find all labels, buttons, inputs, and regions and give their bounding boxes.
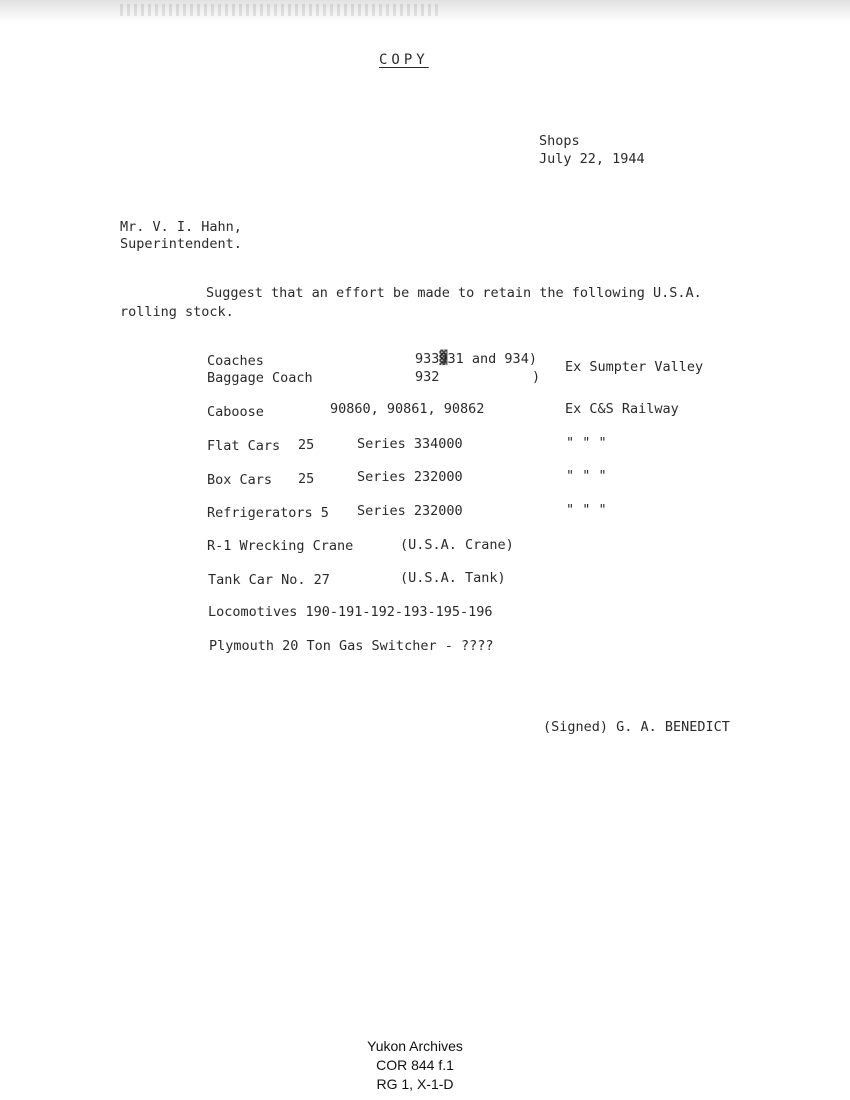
- intro-line-2: rolling stock.: [120, 304, 234, 320]
- addressee-title: Superintendent.: [120, 236, 242, 252]
- coaches-label: Coaches: [207, 353, 264, 369]
- locomotives-line: Locomotives 190-191-192-193-195-196: [208, 604, 493, 620]
- struck-number: 931 ▓: [439, 351, 463, 367]
- tank-label: Tank Car No. 27: [208, 572, 330, 588]
- box-series: Series 232000: [357, 469, 463, 485]
- letter-date: July 22, 1944: [539, 151, 645, 167]
- scan-smudge: [120, 4, 440, 16]
- wrecking-label: R-1 Wrecking Crane: [207, 538, 354, 554]
- flat-ditto: " " ": [566, 435, 607, 451]
- box-label: Box Cars: [207, 472, 273, 488]
- baggage-label: Baggage Coach: [207, 370, 313, 386]
- box-qty: 25: [298, 471, 315, 487]
- archive-record-group: RG 1, X-1-D: [376, 1076, 454, 1092]
- caboose-numbers: 90860, 90861, 90862: [330, 401, 485, 417]
- flat-series: Series 334000: [357, 436, 463, 452]
- copy-heading: COPY: [379, 52, 429, 68]
- flat-label: Flat Cars: [207, 438, 281, 454]
- sumpter-source: Ex Sumpter Valley: [565, 359, 704, 375]
- coaches-rest: and 934): [471, 351, 537, 367]
- archive-reference: COR 844 f.1: [376, 1057, 454, 1073]
- signature-line: (Signed) G. A. BENEDICT: [543, 719, 730, 735]
- wrecking-note: (U.S.A. Crane): [400, 537, 514, 553]
- tank-note: (U.S.A. Tank): [400, 570, 506, 586]
- baggage-bracket: ): [532, 369, 541, 385]
- archive-name: Yukon Archives: [367, 1038, 463, 1054]
- box-ditto: " " ": [566, 468, 607, 484]
- addressee-name: Mr. V. I. Hahn,: [120, 219, 242, 235]
- intro-line-1: Suggest that an effort be made to retain the following U.S.A.: [206, 285, 702, 301]
- caboose-label: Caboose: [207, 404, 264, 420]
- reefer-ditto: " " ": [566, 502, 607, 518]
- plymouth-line: Plymouth 20 Ton Gas Switcher - ????: [209, 638, 494, 654]
- reefer-series: Series 232000: [357, 503, 463, 519]
- origin-place: Shops: [539, 133, 580, 149]
- baggage-number: 932: [415, 369, 440, 385]
- coaches-numbers: [415, 351, 537, 367]
- caboose-source: Ex C&S Railway: [565, 401, 679, 417]
- flat-qty: 25: [298, 437, 315, 453]
- coaches-number: 933: [415, 351, 440, 367]
- archive-footer: [300, 1037, 530, 1094]
- reefer-label: Refrigerators 5: [207, 505, 329, 521]
